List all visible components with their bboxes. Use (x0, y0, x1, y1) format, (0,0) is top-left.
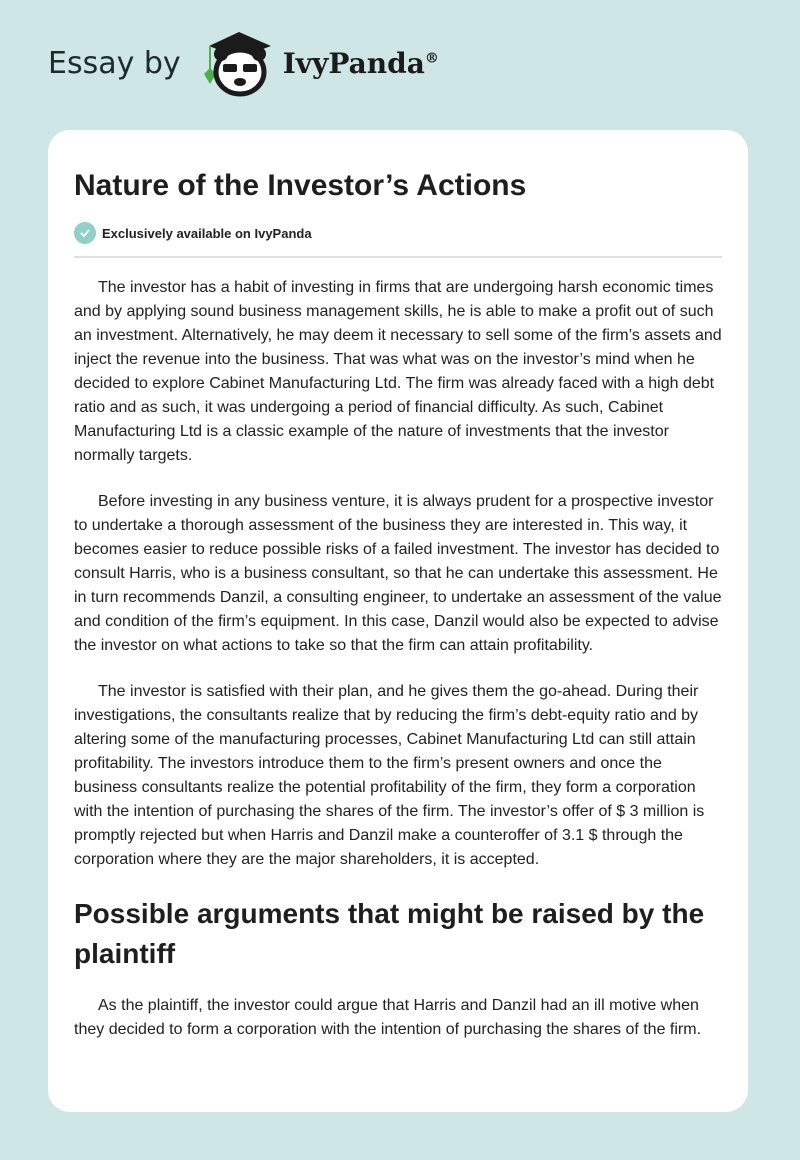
badge-label: Exclusively available on IvyPanda (102, 225, 312, 241)
paragraph: The investor has a habit of investing in firms that are undergoing harsh economic times and by applying sound business management skills, he is able to make a profit out of such an investment. Alternatively, he may deem it necessary to sell some of the firm’s assets and inject the revenue into the business. That was what was on the investor’s mind when he decided to explore Cabinet Manufacturing Ltd. The firm was already faced with a high debt ratio and as such, it was undergoing a period of financial difficulty. As such, Cabinet Manufacturing Ltd is a classic example of the nature of investments that the investor normally targets. (74, 279, 722, 464)
check-circle-icon (74, 222, 96, 244)
paragraph: As the plaintiff, the investor could argue that Harris and Danzil had an ill motive when they decided to form a corporation with the intention of purchasing the shares of the firm. (74, 997, 702, 1038)
page-title: Nature of the Investor’s Actions (74, 169, 527, 202)
section-heading: Possible arguments that might be raised by the plaintiff (74, 898, 705, 969)
essay-by-label: Essay by (48, 45, 181, 81)
exclusive-badge (74, 222, 722, 244)
site-header (48, 28, 439, 98)
ivypanda-logo[interactable] (199, 28, 439, 98)
divider (74, 256, 722, 258)
panda-graduate-icon (199, 28, 277, 98)
essay-card (48, 130, 748, 1112)
brand-name: IvyPanda® (282, 46, 439, 80)
paragraph: Before investing in any business venture, it is always prudent for a prospective investor to undertake a thorough assessment of the business they are interested in. This way, it becomes easier to reduce possible risks of a failed investment. The investor has decided to consult Harris, who is a business consultant, so that he can undertake this assessment. He in turn recommends Danzil, a consulting engineer, to undertake an assessment of the value and condition of the firm’s equipment. In this case, Danzil would also be expected to advise the investor on what actions to take so that the firm can attain profitability. (74, 493, 722, 654)
paragraph: The investor is satisfied with their plan, and he gives them the go-ahead. During their investigations, the consultants realize that by reducing the firm’s debt-equity ratio and by altering some of the manufacturing processes, Cabinet Manufacturing Ltd can still attain profitability. The investors introduce them to the firm’s present owners and once the business consultants realize the potential profitability of the firm, they form a corporation with the intention of purchasing the shares of the firm. The investor’s offer of $ 3 million is promptly rejected but when Harris and Danzil make a counteroffer of 3.1 $ through the corporation where they are the major shareholders, it is accepted. (74, 683, 705, 868)
